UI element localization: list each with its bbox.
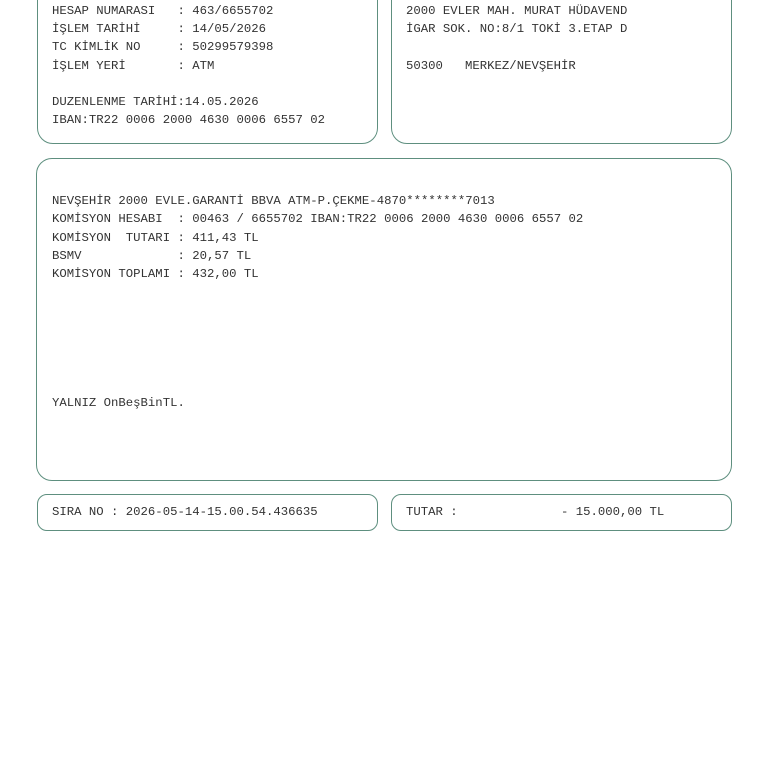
transaction-place: İŞLEM YERİ : ATM — [52, 59, 215, 73]
amount-in-words: YALNIZ OnBeşBinTL. — [52, 396, 185, 410]
issue-date: DUZENLENME TARİHİ:14.05.2026 — [52, 95, 259, 109]
commission-total: KOMİSYON TOPLAMI : 432,00 TL — [52, 267, 259, 281]
bsmv-amount: BSMV : 20,57 TL — [52, 249, 252, 263]
transaction-date: İŞLEM TARİHİ : 14/05/2026 — [52, 22, 267, 36]
total-amount: TUTAR : - 15.000,00 TL — [406, 505, 665, 519]
sequence-number: SIRA NO : 2026-05-14-15.00.54.436635 — [52, 505, 318, 519]
account-number: HESAP NUMARASI : 463/6655702 — [52, 4, 274, 18]
tc-id-number: TC KİMLİK NO : 50299579398 — [52, 40, 274, 54]
address-line-1: 2000 EVLER MAH. MURAT HÜDAVEND — [406, 4, 628, 18]
commission-amount: KOMİSYON TUTARI : 411,43 TL — [52, 231, 259, 245]
transaction-description: NEVŞEHİR 2000 EVLE.GARANTİ BBVA ATM-P.ÇEKME-4870********7013 — [52, 194, 495, 208]
iban: IBAN:TR22 0006 2000 4630 0006 6557 02 — [52, 113, 326, 127]
address-line-2: İGAR SOK. NO:8/1 TOKİ 3.ETAP D — [406, 22, 628, 36]
address-city: 50300 MERKEZ/NEVŞEHİR — [406, 59, 576, 73]
commission-account: KOMİSYON HESABI : 00463 / 6655702 IBAN:TR22 0006 2000 4630 0006 6557 02 — [52, 212, 584, 226]
